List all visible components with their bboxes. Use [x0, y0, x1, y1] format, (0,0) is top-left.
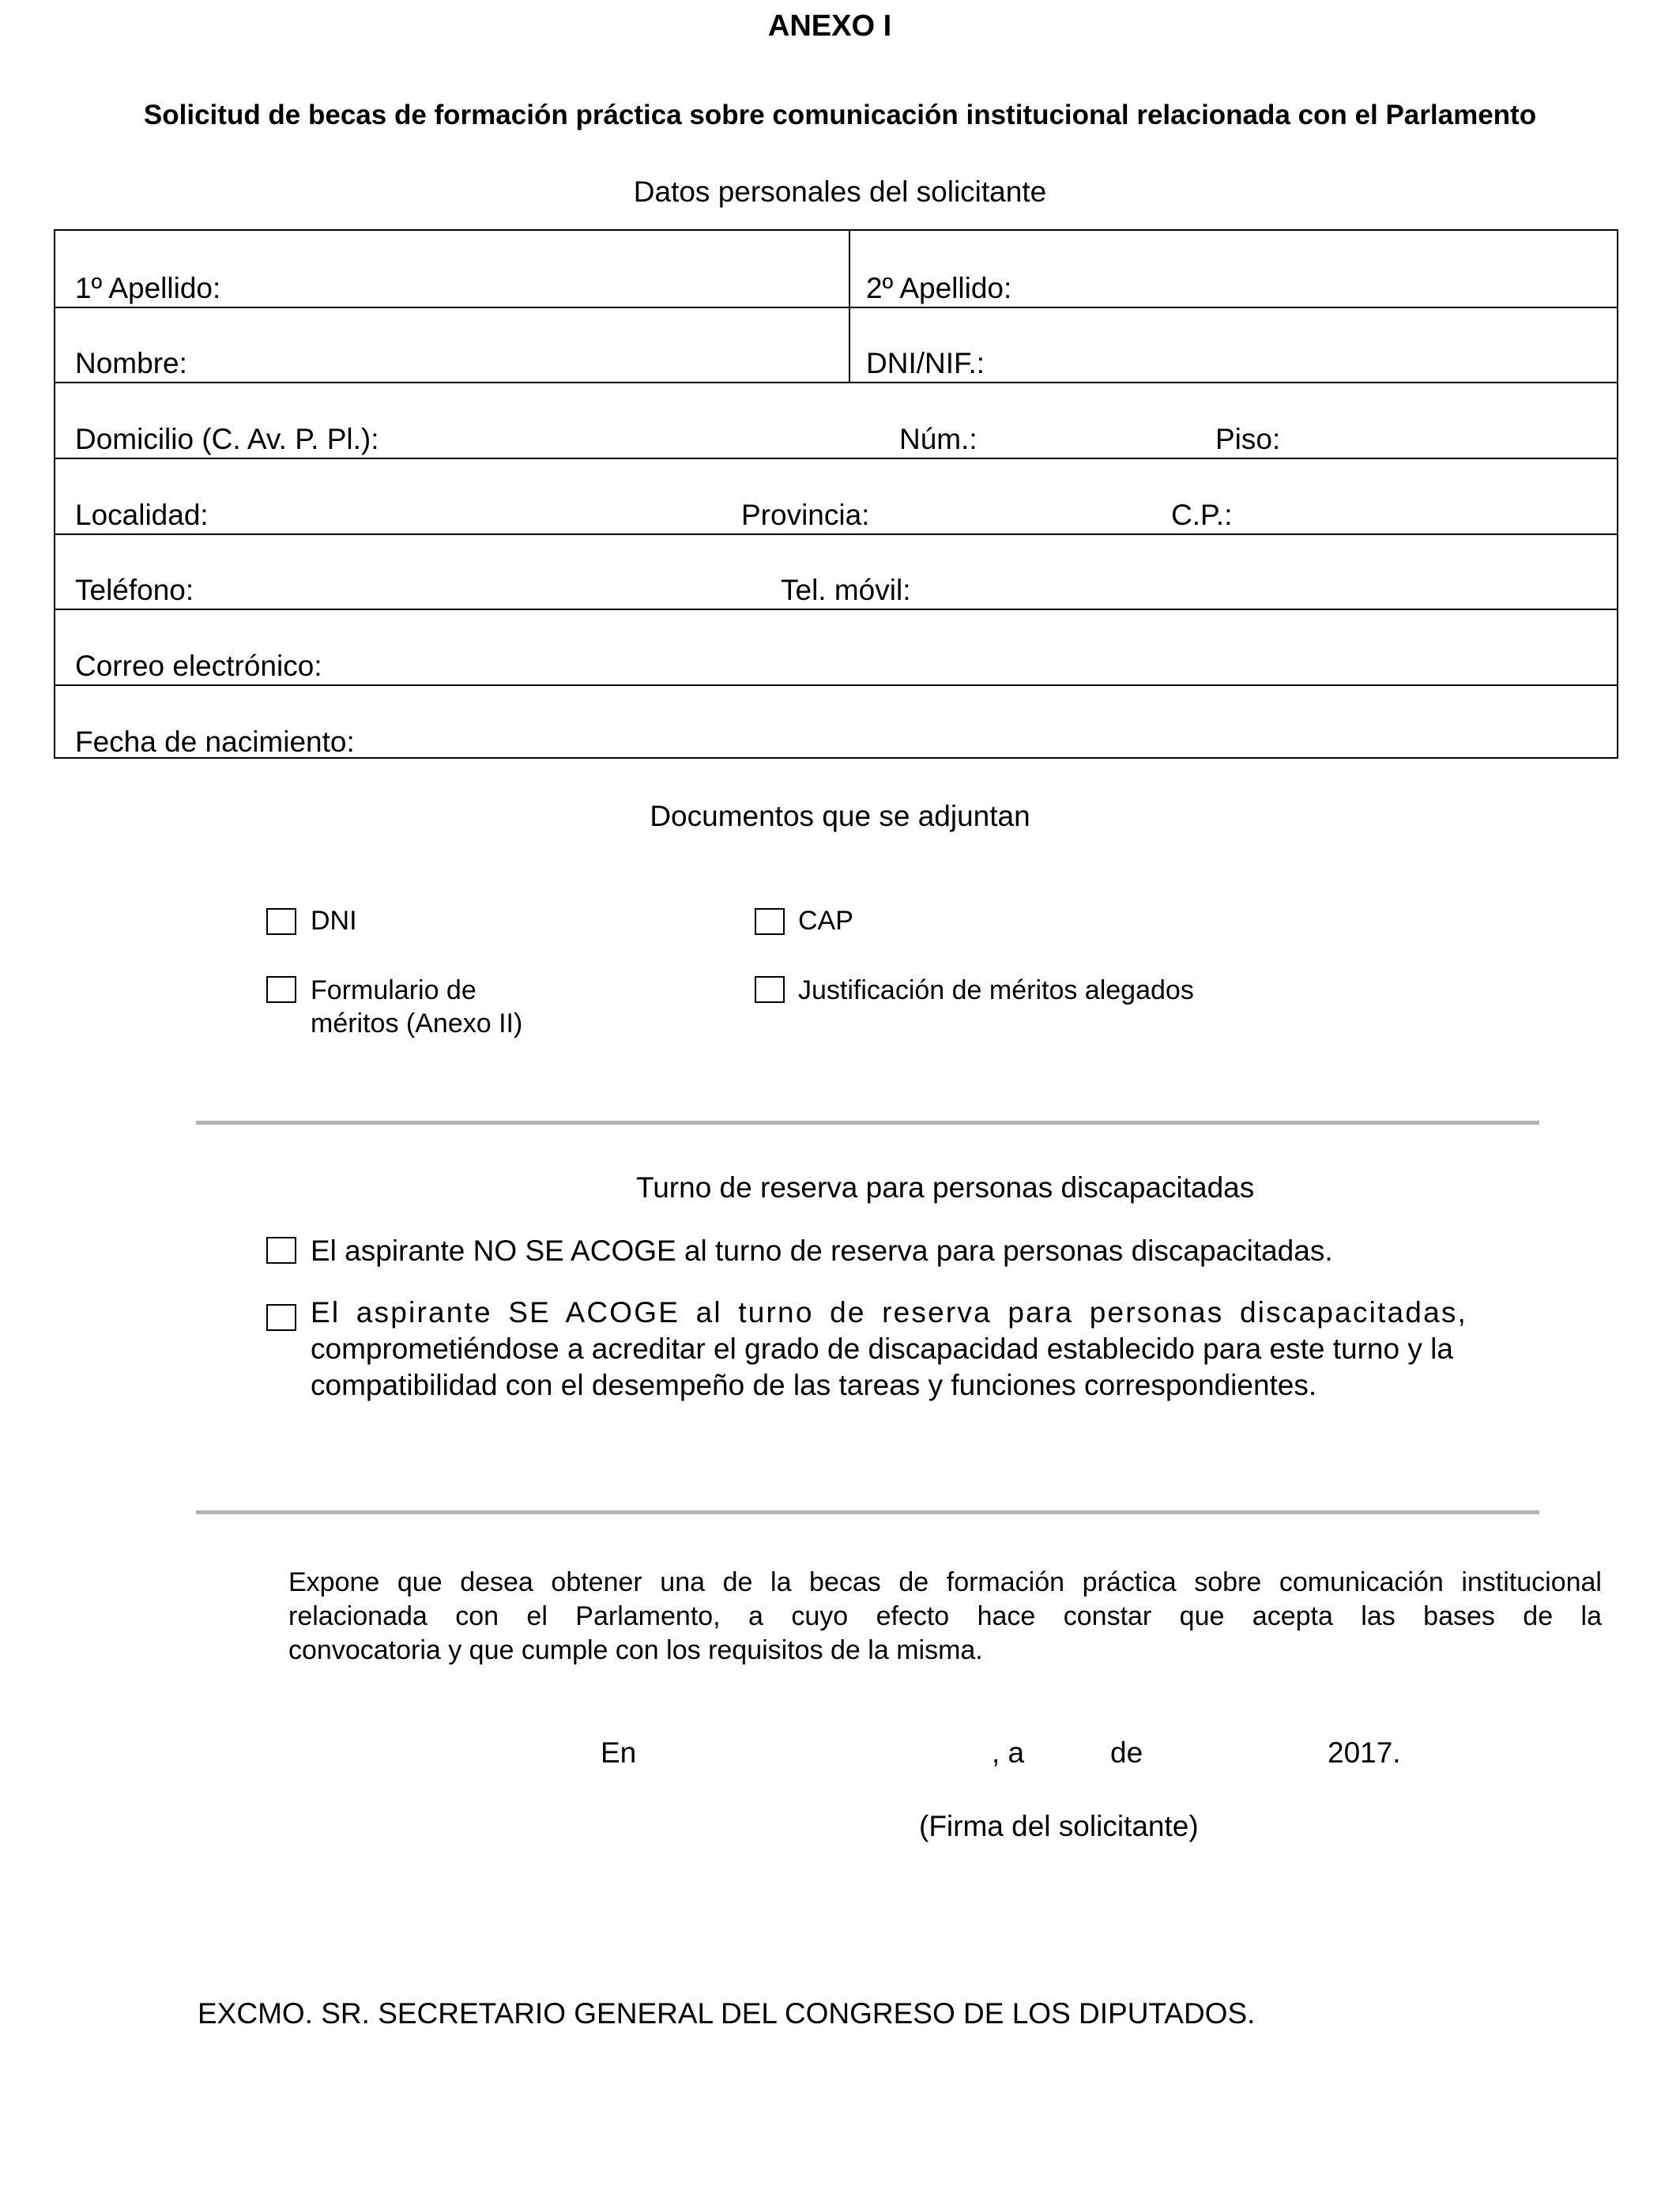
justificacion-label: Justificación de méritos alegados: [798, 975, 1194, 1005]
acoge-label-line1: El aspirante SE ACOGE al turno de reserva para personas discapacitadas,: [311, 1296, 1468, 1329]
expone-line1: Expone que desea obtener una de la becas de formación práctica sobre comunicación institucional: [288, 1567, 1602, 1597]
telefono-field[interactable]: Teléfono:: [75, 574, 194, 606]
piso-field[interactable]: Piso:: [1215, 423, 1281, 455]
correo-field[interactable]: Correo electrónico:: [75, 650, 322, 682]
formulario-label-line2: méritos (Anexo II): [311, 1008, 523, 1039]
reserva-heading: Turno de reserva para personas discapacitadas: [636, 1171, 1255, 1204]
no-acoge-checkbox[interactable]: [266, 1237, 296, 1264]
row-divider: [55, 307, 1617, 308]
apellido2-field[interactable]: 2º Apellido:: [866, 272, 1012, 304]
row-divider: [55, 609, 1617, 610]
num-field[interactable]: Núm.:: [899, 423, 977, 455]
acoge-checkbox[interactable]: [266, 1304, 296, 1331]
apellido1-field[interactable]: 1º Apellido:: [75, 272, 221, 304]
row-divider: [55, 458, 1617, 459]
row-divider: [55, 533, 1617, 535]
domicilio-field[interactable]: Domicilio (C. Av. P. Pl.):: [75, 423, 379, 455]
expone-paragraph: [288, 1566, 1602, 1668]
month-label: de: [1110, 1736, 1143, 1769]
tel-movil-field[interactable]: Tel. móvil:: [781, 574, 911, 606]
provincia-field[interactable]: Provincia:: [741, 499, 870, 531]
section-divider: [196, 1510, 1539, 1514]
documents-heading: Documentos que se adjuntan: [650, 800, 1030, 832]
no-acoge-label: El aspirante NO SE ACOGE al turno de reserva para personas discapacitadas.: [311, 1235, 1333, 1267]
personal-data-heading: Datos personales del solicitante: [633, 175, 1047, 208]
cp-field[interactable]: C.P.:: [1171, 499, 1233, 531]
dni-checkbox[interactable]: [266, 908, 296, 935]
acoge-label-line3: compatibilidad con el desempeño de las tareas y funciones correspondientes.: [311, 1369, 1317, 1401]
row-divider: [55, 382, 1617, 383]
row-divider: [55, 684, 1617, 686]
justificacion-checkbox[interactable]: [755, 976, 785, 1003]
formulario-label-line1: Formulario de: [311, 975, 477, 1005]
personal-data-form: [54, 229, 1618, 759]
acoge-label-line2: comprometiéndose a acreditar el grado de discapacidad establecido para este turno y la: [311, 1333, 1453, 1365]
cap-checkbox[interactable]: [755, 908, 785, 935]
localidad-field[interactable]: Localidad:: [75, 499, 209, 531]
signature-caption: (Firma del solicitante): [919, 1810, 1199, 1842]
expone-line2: relacionada con el Parlamento, a cuyo efecto hace constar que acepta las bases de la: [288, 1601, 1602, 1631]
document-subtitle: Solicitud de becas de formación práctica sobre comunicación institucional relacionada con el Parlamento: [143, 100, 1537, 130]
document-title: ANEXO I: [767, 9, 892, 43]
dni-nif-field[interactable]: DNI/NIF.:: [866, 347, 985, 379]
addressee: EXCMO. SR. SECRETARIO GENERAL DEL CONGRESO DE LOS DIPUTADOS.: [198, 1997, 1256, 2030]
cap-label: CAP: [798, 906, 853, 936]
year-label: 2017.: [1328, 1736, 1401, 1769]
column-divider: [849, 231, 850, 382]
fecha-nacimiento-field[interactable]: Fecha de nacimiento:: [75, 726, 355, 758]
formulario-checkbox[interactable]: [266, 976, 296, 1003]
nombre-field[interactable]: Nombre:: [75, 347, 187, 379]
section-divider: [196, 1121, 1539, 1125]
expone-line3: convocatoria y que cumple con los requisitos de la misma.: [288, 1635, 983, 1665]
day-label: , a: [992, 1736, 1025, 1769]
place-label: En: [601, 1736, 637, 1769]
dni-label: DNI: [311, 906, 357, 936]
